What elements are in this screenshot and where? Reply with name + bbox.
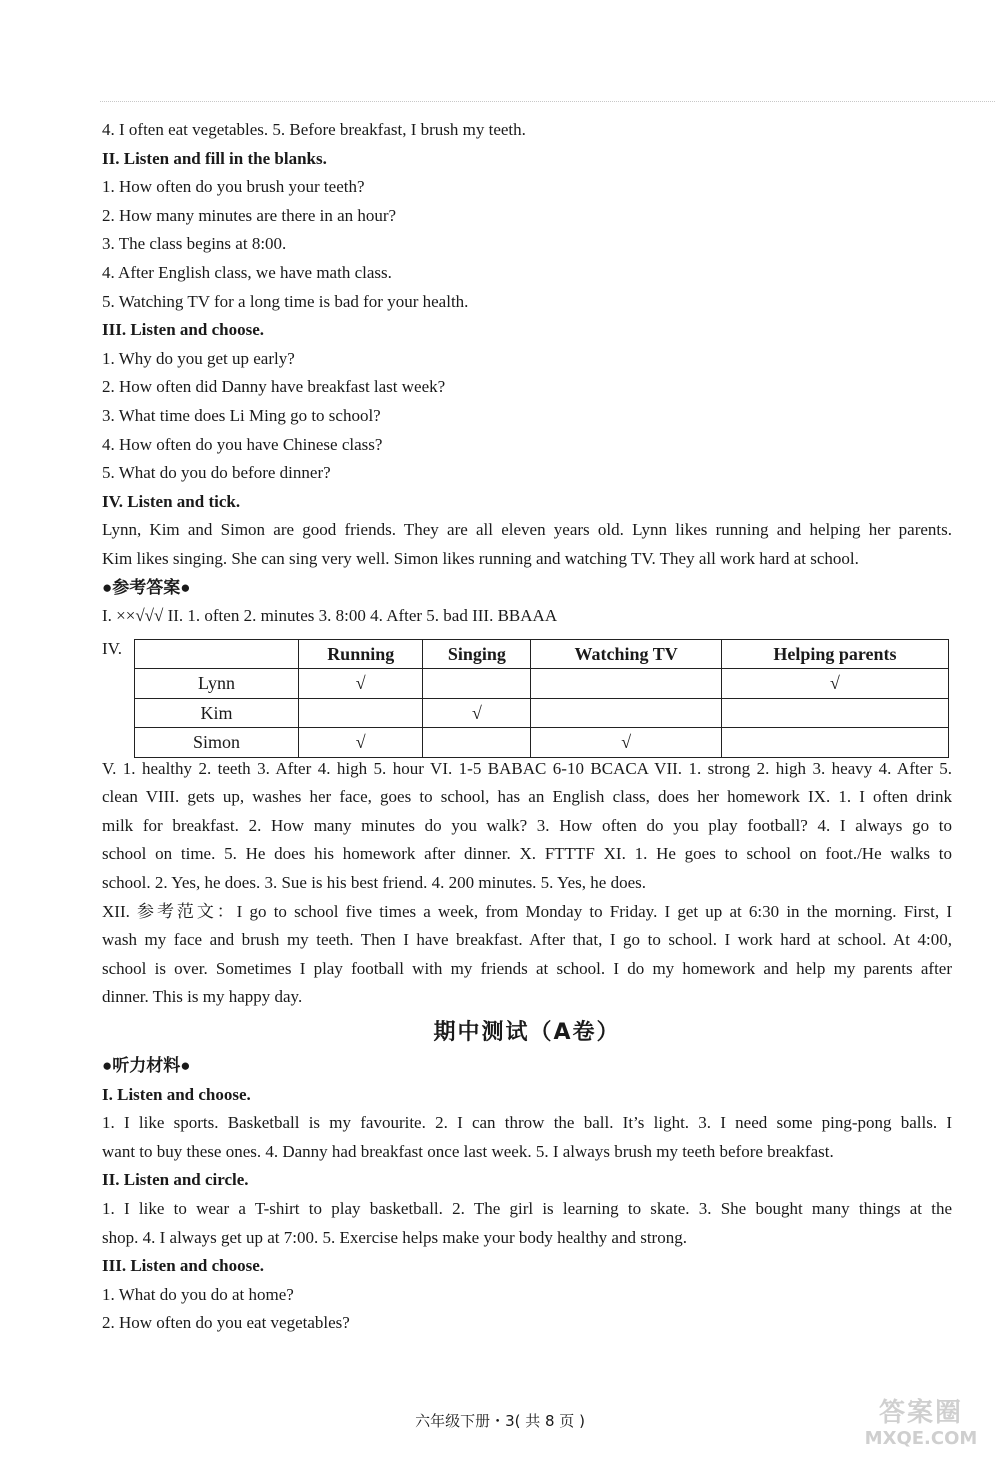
essay-line: school is over. Sometimes I play football with my friends at school. I do my homework and help my parents after [102,958,952,978]
list-item: 1. How often do you brush your teeth? [102,177,365,197]
table-row [135,669,949,699]
row-name: Kim [135,698,299,728]
tick-cell [423,728,531,758]
list-item: 2. How many minutes are there in an hour? [102,205,397,225]
answer-table-block [102,633,952,755]
paragraph-line: 1. I like to wear a T-shirt to play basketball. 2. The girl is learning to skate. 3. She bought many things at the [102,1199,952,1218]
tick-cell [299,698,423,728]
tick-cell: √ [299,669,423,699]
answers-line: school on time. 5. He does his homework after dinner. X. FTTTF XI. 1. He goes to school on foot./He walks to [102,844,952,864]
page-content [102,116,952,1338]
essay-line: dinner. This is my happy day. [102,987,303,1007]
midterm-title: 期中测试（A卷） [433,1020,621,1046]
list-item: 1. Why do you get up early? [102,348,295,368]
list-item: 2. How often did Danny have breakfast last week? [102,377,446,397]
essay-line: XII. 参考范文：I go to school five times a week, from Monday to Friday. I get up at 6:30 in the morning. First, I [102,901,952,921]
section-iii-heading: III. Listen and choose. [102,320,265,340]
answer-table [134,639,949,758]
row-name: Simon [135,728,299,758]
reference-answers-heading: ●参考答案● [102,577,191,597]
answers-line: clean VIII. gets up, washes her face, goes to school, has an English class, does her homework IX. 1. I often drink [102,787,952,807]
table-header-row [135,639,949,669]
list-item: 1. What do you do at home? [102,1284,294,1304]
table-row [135,728,949,758]
essay-line: wash my face and brush my teeth. Then I have breakfast. After that, I go to school. I work hard at school. At 4:00, [102,930,952,950]
answers-line: V. 1. healthy 2. teeth 3. After 4. high 5. hour VI. 1-5 BABAC 6-10 BCACA VII. 1. strong 2. high 3. heavy 4. After 5. [102,758,952,778]
section-ii-heading: II. Listen and fill in the blanks. [102,148,327,168]
list-item: 5. What do you do before dinner? [102,463,331,483]
column-header: Running [299,639,423,669]
paragraph-line: shop. 4. I always get up at 7:00. 5. Exercise helps make your body healthy and strong. [102,1227,687,1247]
watermark-url: MXQE.COM [864,1428,978,1449]
list-item: 4. After English class, we have math class. [102,262,392,282]
tick-cell: √ [721,669,948,699]
paragraph-line: want to buy these ones. 4. Danny had breakfast once last week. 5. I always brush my teeth before breakfast. [102,1141,834,1161]
top-divider [100,101,995,102]
paragraph-line: Kim likes singing. She can sing very well. Simon likes running and watching TV. They all work hard at school. [102,548,859,568]
tick-cell: √ [531,728,722,758]
tick-cell [531,698,722,728]
page-footer: 六年级下册・3( 共 8 页 ) [415,1412,585,1430]
listening-material-heading: ●听力材料● [102,1056,191,1076]
section-iv-heading: IV. Listen and tick. [102,491,241,511]
tick-cell [531,669,722,699]
tick-cell: √ [299,728,423,758]
reference-answers-line: I. ××√√√ II. 1. often 2. minutes 3. 8:00 4. After 5. bad III. BBAAA [102,606,558,626]
table-corner-cell [135,639,299,669]
answers-line: milk for breakfast. 2. How many minutes do you walk? 3. How often do you play football? 4. I always go to [102,815,952,835]
watermark-logo [856,1398,986,1454]
watermark-logo-text: 答案圈 [878,1398,963,1428]
answers-line: school. 2. Yes, he does. 3. Sue is his best friend. 4. 200 minutes. 5. Yes, he does. [102,873,646,893]
tick-cell [423,669,531,699]
midterm-section-iii-heading: III. Listen and choose. [102,1256,265,1276]
paragraph-line: Lynn, Kim and Simon are good friends. They are all eleven years old. Lynn likes running and helping her parents. [102,520,952,540]
list-item: 3. What time does Li Ming go to school? [102,405,381,425]
midterm-section-i-heading: I. Listen and choose. [102,1084,251,1104]
tick-cell [721,728,948,758]
paragraph-line: 1. I like sports. Basketball is my favourite. 2. I can throw the ball. It’s light. 3. I need some ping-pong balls. I [102,1113,952,1133]
table-label: IV. [102,638,122,658]
table-row [135,698,949,728]
answer-line-prev: 4. I often eat vegetables. 5. Before breakfast, I brush my teeth. [102,120,526,139]
column-header: Watching TV [531,639,722,669]
list-item: 2. How often do you eat vegetables? [102,1313,350,1333]
list-item: 4. How often do you have Chinese class? [102,434,383,454]
tick-cell [721,698,948,728]
row-name: Lynn [135,669,299,699]
tick-cell: √ [423,698,531,728]
list-item: 5. Watching TV for a long time is bad for your health. [102,291,469,311]
column-header: Helping parents [721,639,948,669]
midterm-section-ii-heading: II. Listen and circle. [102,1170,249,1190]
column-header: Singing [423,639,531,669]
list-item: 3. The class begins at 8:00. [102,234,287,254]
